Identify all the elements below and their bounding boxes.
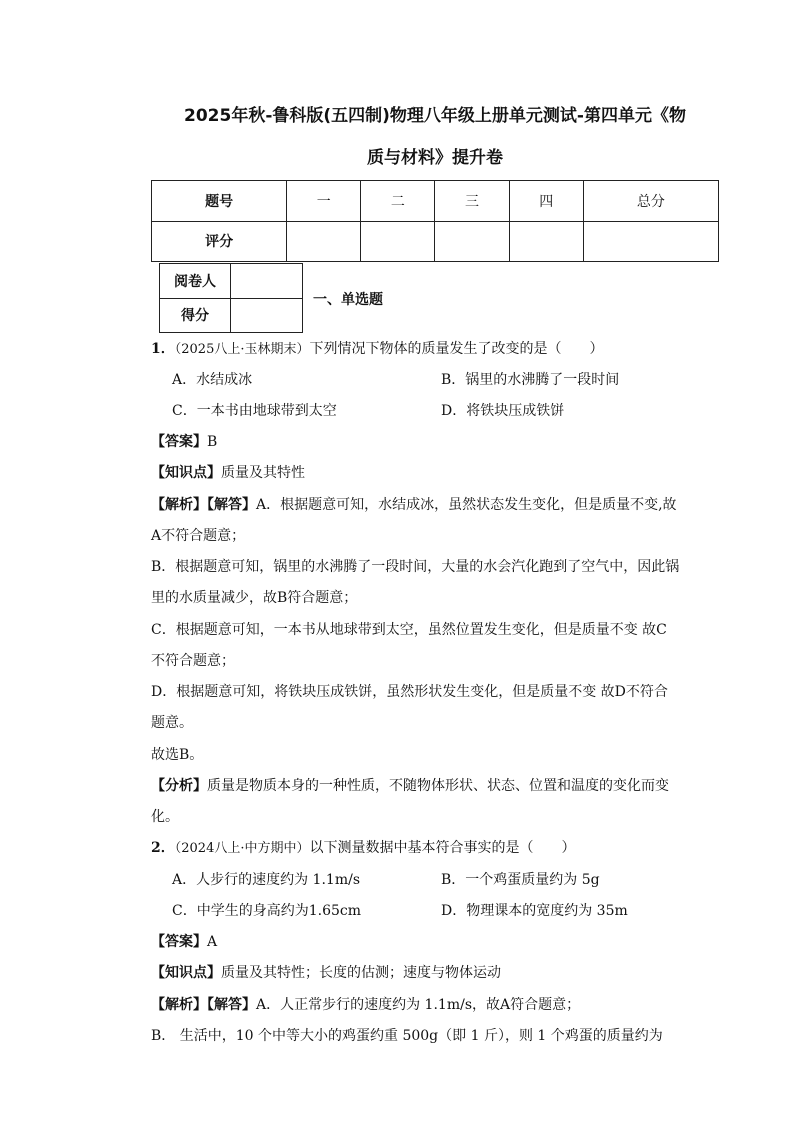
grader-reviewer-cell[interactable]	[231, 264, 303, 299]
fenxi-tag: 【分析】	[151, 778, 207, 794]
analysis-line: 题意。	[151, 715, 193, 731]
score-cell[interactable]	[435, 221, 509, 262]
score-cell[interactable]	[287, 221, 361, 262]
score-table-header-row	[152, 181, 719, 222]
analysis-line	[151, 495, 721, 515]
grader-reviewer-label: 阅卷人	[160, 264, 231, 299]
score-cell[interactable]	[361, 221, 435, 262]
analysis-tag: 【解析】【解答】	[151, 497, 256, 513]
question-source: （2024八上·中方期中）	[174, 841, 310, 856]
question-source: （2025八上·玉林期末）	[174, 342, 310, 357]
score-header-cell: 总分	[583, 181, 718, 222]
score-table	[151, 180, 719, 262]
analysis-line	[151, 995, 721, 1015]
document-title-line1: 2025年秋-鲁科版(五四制)物理八年级上册单元测试-第四单元《物	[184, 106, 686, 126]
knowledge-point-text: 质量及其特性；长度的估测；速度与物体运动	[221, 965, 501, 981]
knowledge-point-tag: 【知识点】	[151, 965, 221, 981]
score-cell[interactable]	[509, 221, 583, 262]
analysis-line: B． 生活中，10 个中等大小的鸡蛋约重 500g（即 1 斤），则 1 个鸡蛋的质量约为	[151, 1028, 663, 1044]
conclusion-line: 故选B。	[151, 747, 204, 763]
question-text: 以下测量数据中基本符合事实的是（ ）	[309, 840, 576, 856]
knowledge-point-tag: 【知识点】	[151, 465, 221, 481]
analysis-line: 里的水质量减少，故B符合题意；	[151, 590, 358, 606]
grader-table	[159, 263, 303, 333]
question-2-stem	[151, 838, 721, 859]
option-b: B．锅里的水沸腾了一段时间	[441, 372, 620, 388]
question-number: 2．	[151, 840, 175, 856]
score-cell[interactable]	[583, 221, 718, 262]
answer-line	[151, 932, 721, 952]
section-heading: 一、单选题	[313, 292, 383, 308]
option-a: A．水结成冰	[172, 372, 253, 388]
analysis-line: D．根据题意可知，将铁块压成铁饼，虽然形状发生变化，但是质量不变 故D不符合	[151, 684, 668, 700]
analysis-line: A不符合题意；	[151, 528, 246, 544]
score-table-score-row	[152, 221, 719, 262]
knowledge-point-line	[151, 463, 721, 483]
option-d: D．物理课本的宽度约为 35m	[441, 903, 628, 919]
analysis-text: A．根据题意可知，水结成冰，虽然状态发生变化，但是质量不变,故	[256, 497, 677, 513]
analysis-text: A．人正常步行的速度约为 1.1m/s，故A符合题意；	[256, 997, 581, 1013]
option-a: A．人步行的速度约为 1.1m/s	[172, 872, 361, 888]
knowledge-point-text: 质量及其特性	[221, 465, 305, 481]
answer-line	[151, 432, 721, 452]
score-header-cell: 四	[509, 181, 583, 222]
analysis-tag: 【解析】【解答】	[151, 997, 256, 1013]
score-header-cell: 二	[361, 181, 435, 222]
analysis-line: 不符合题意；	[151, 653, 235, 669]
option-b: B．一个鸡蛋质量约为 5g	[441, 872, 600, 888]
question-1-stem	[151, 339, 721, 360]
question-number: 1．	[151, 341, 175, 357]
analysis-line: C．根据题意可知，一本书从地球带到太空，虽然位置发生变化，但是质量不变 故C	[151, 622, 667, 638]
score-header-cell: 题号	[152, 181, 287, 222]
score-header-cell: 一	[287, 181, 361, 222]
score-row-label: 评分	[152, 221, 287, 262]
fenxi-line: 化。	[151, 809, 179, 825]
knowledge-point-line	[151, 963, 721, 983]
grader-score-label: 得分	[160, 298, 231, 333]
option-d: D．将铁块压成铁饼	[441, 403, 565, 419]
answer-tag: 【答案】	[151, 934, 207, 950]
answer-value: B	[207, 434, 218, 450]
answer-value: A	[207, 934, 218, 950]
answer-tag: 【答案】	[151, 434, 207, 450]
score-header-cell: 三	[435, 181, 509, 222]
fenxi-line	[151, 776, 721, 796]
document-title-line2: 质与材料》提升卷	[367, 148, 503, 168]
grader-score-cell[interactable]	[231, 298, 303, 333]
analysis-line: B．根据题意可知，锅里的水沸腾了一段时间，大量的水会汽化跑到了空气中，因此锅	[151, 559, 680, 575]
option-c: C．中学生的身高约为1.65cm	[172, 903, 361, 919]
question-text: 下列情况下物体的质量发生了改变的是（ ）	[309, 341, 604, 357]
fenxi-text: 质量是物质本身的一种性质，不随物体形状、状态、位置和温度的变化而变	[207, 778, 669, 794]
option-c: C．一本书由地球带到太空	[172, 403, 337, 419]
